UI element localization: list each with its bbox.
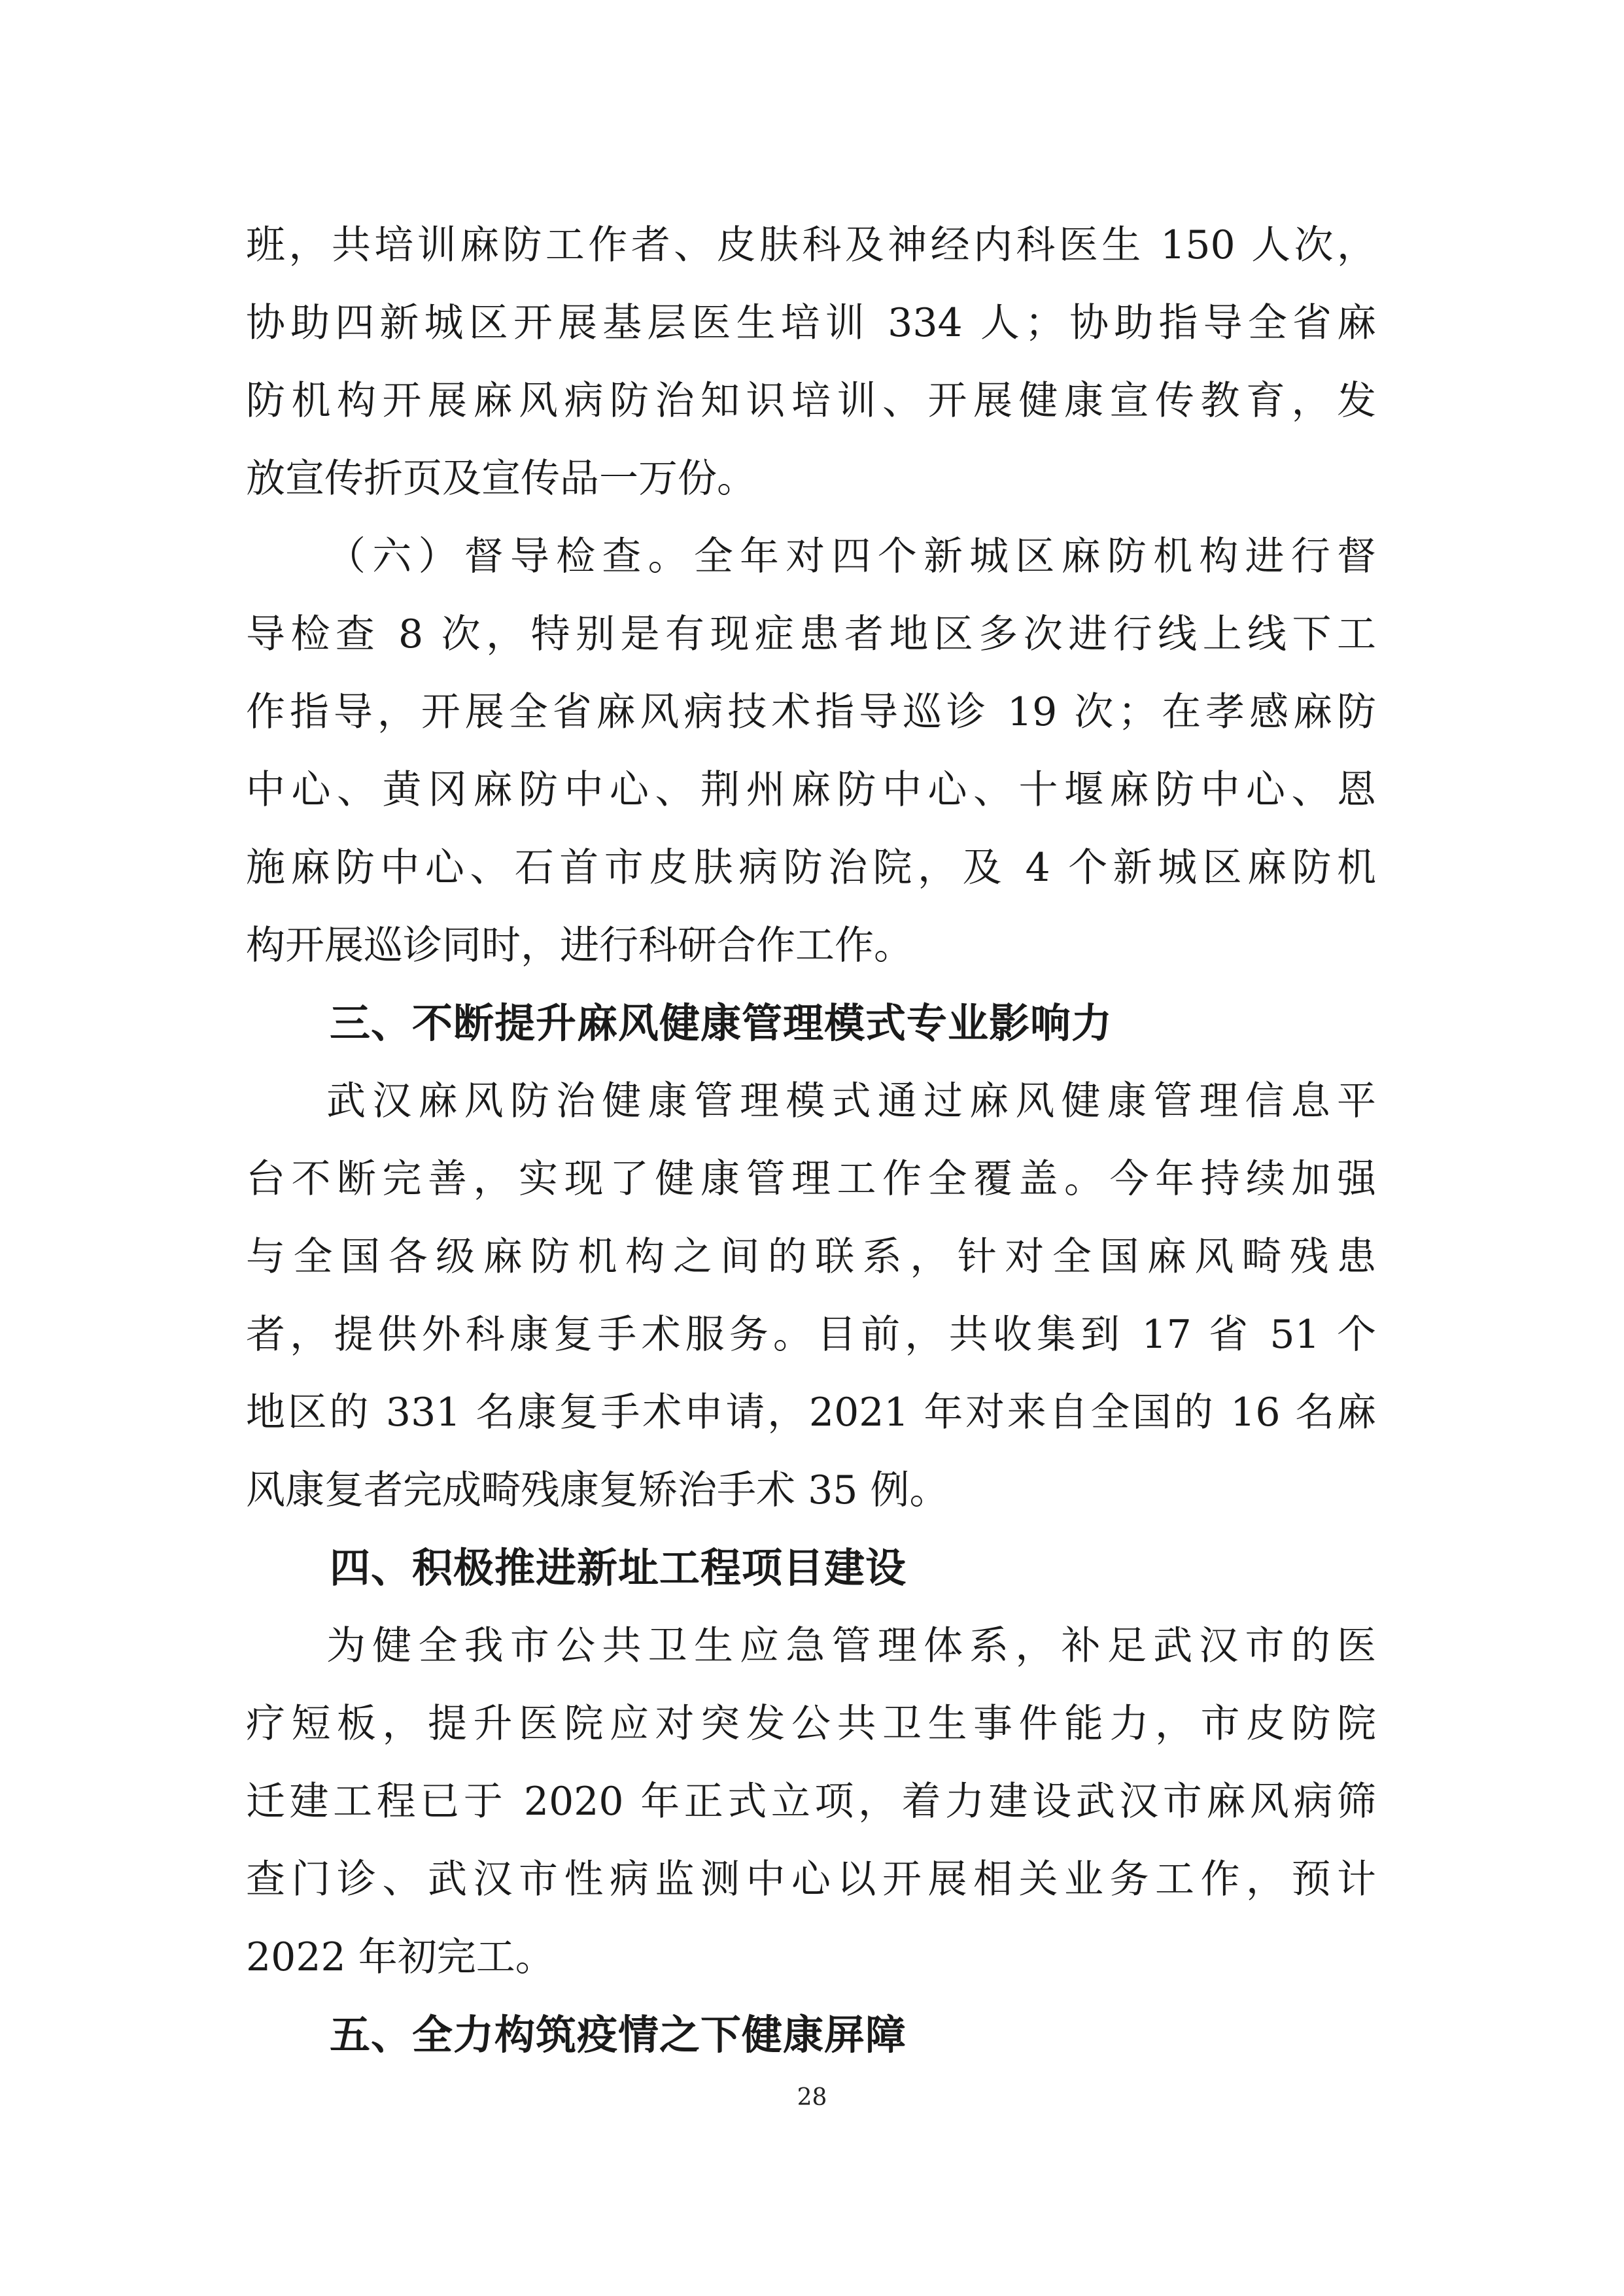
body-text-line: 导检查 8 次，特别是有现症患者地区多次进行线上线下工 bbox=[246, 611, 1376, 657]
body-text-line: 作指导，开展全省麻风病技术指导巡诊 19 次；在孝感麻防 bbox=[246, 689, 1376, 735]
section-heading: 三、不断提升麻风健康管理模式专业影响力 bbox=[330, 999, 1113, 1047]
section-heading: 五、全力构筑疫情之下健康屏障 bbox=[330, 2011, 907, 2059]
body-text-line: 协助四新城区开展基层医生培训 334 人；协助指导全省麻 bbox=[246, 300, 1376, 346]
body-text-line: 查门诊、武汉市性病监测中心以开展相关业务工作，预计 bbox=[246, 1857, 1376, 1902]
body-text-line: 中心、黄冈麻防中心、荆州麻防中心、十堰麻防中心、恩 bbox=[246, 767, 1376, 813]
body-text-line: 武汉麻风防治健康管理模式通过麻风健康管理信息平 bbox=[326, 1078, 1376, 1124]
body-text-line: 防机构开展麻风病防治知识培训、开展健康宣传教育，发 bbox=[246, 378, 1376, 424]
body-text-line: 为健全我市公共卫生应急管理体系，补足武汉市的医 bbox=[326, 1623, 1376, 1669]
body-text-line: 班，共培训麻防工作者、皮肤科及神经内科医生 150 人次， bbox=[246, 222, 1376, 268]
body-text-line: 地区的 331 名康复手术申请，2021 年对来自全国的 16 名麻 bbox=[246, 1390, 1376, 1435]
body-text-line: 疗短板，提升医院应对突发公共卫生事件能力，市皮防院 bbox=[246, 1701, 1376, 1747]
body-text-line: 构开展巡诊同时，进行科研合作工作。 bbox=[246, 923, 913, 968]
section-paragraph-start: （六）督导检查。全年对四个新城区麻防机构进行督 bbox=[326, 534, 1376, 579]
body-text-line: 者，提供外科康复手术服务。目前，共收集到 17 省 51 个 bbox=[246, 1312, 1376, 1358]
body-text-line: 2022 年初完工。 bbox=[246, 1934, 555, 1980]
body-text-line: 与全国各级麻防机构之间的联系，针对全国麻风畸残患 bbox=[246, 1234, 1376, 1280]
body-text-line: 施麻防中心、石首市皮肤病防治院，及 4 个新城区麻防机 bbox=[246, 845, 1376, 891]
body-text-line: 风康复者完成畸残康复矫治手术 35 例。 bbox=[246, 1467, 949, 1513]
body-text-line: 台不断完善，实现了健康管理工作全覆盖。今年持续加强 bbox=[246, 1156, 1376, 1202]
section-heading: 四、积极推进新址工程项目建设 bbox=[330, 1544, 907, 1592]
body-text-line: 放宣传折页及宣传品一万份。 bbox=[246, 456, 756, 502]
page-number: 28 bbox=[797, 2084, 827, 2111]
body-text-line: 迁建工程已于 2020 年正式立项，着力建设武汉市麻风病筛 bbox=[246, 1779, 1376, 1825]
